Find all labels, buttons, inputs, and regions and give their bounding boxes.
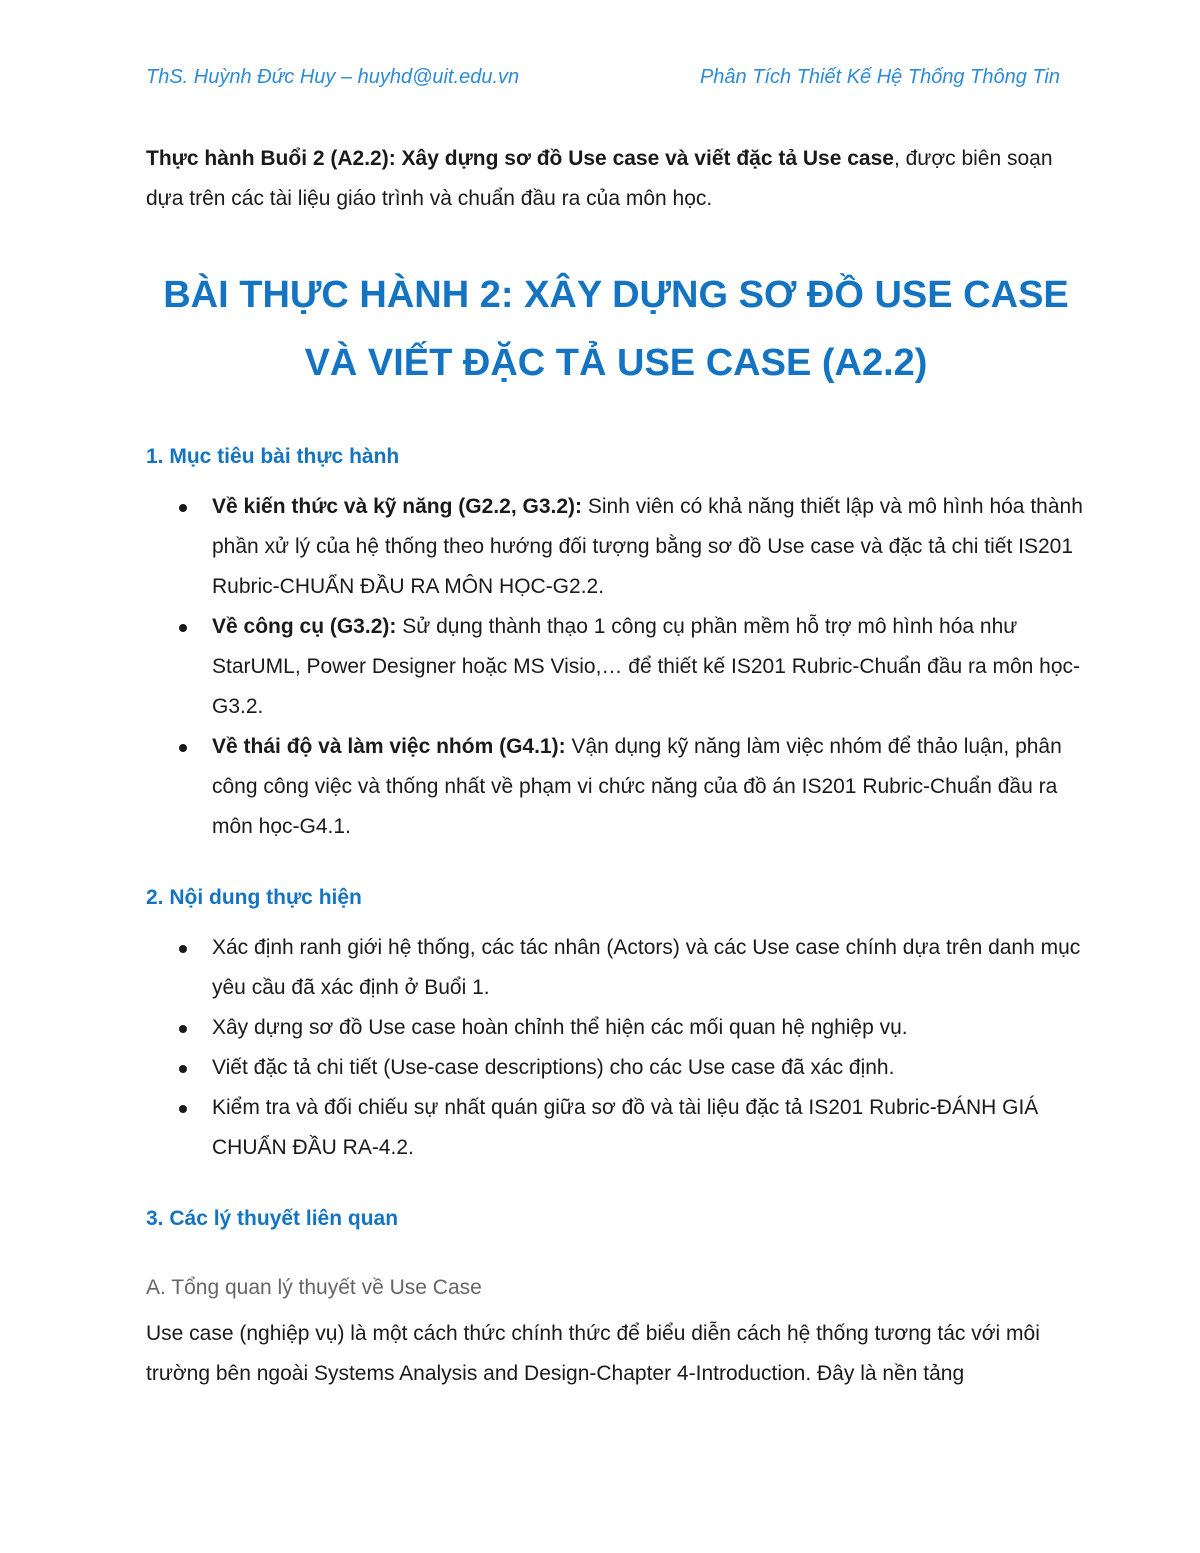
- header-author: ThS. Huỳnh Đức Huy – huyhd@uit.edu.vn: [146, 66, 520, 88]
- document-body: [146, 139, 1086, 1394]
- bullet-icon: [179, 945, 187, 953]
- section-3-heading: 3. Các lý thuyết liên quan: [146, 1207, 399, 1230]
- list-item: [146, 1088, 1086, 1168]
- title-line-2: VÀ VIẾT ĐẶC TẢ USE CASE (A2.2): [304, 342, 928, 384]
- list-item-text: Sử dụng thành thạo 1 công cụ phần mềm hỗ trợ mô hình hóa như StarUML, Power Designer hoặc MS Visio,… để thiết kế IS201 Rubric-Chuẩn đầu ra môn học-G3.2.: [212, 615, 1081, 718]
- bullet-icon: [179, 504, 187, 512]
- section-2-heading: 2. Nội dung thực hiện: [146, 886, 362, 909]
- intro-bold: Thực hành Buổi 2 (A2.2): Xây dựng sơ đồ Use case và viết đặc tả Use case: [146, 147, 894, 170]
- section-2-list: [146, 928, 1086, 1168]
- list-item-text: Kiểm tra và đối chiếu sự nhất quán giữa sơ đồ và tài liệu đặc tả IS201 Rubric-ĐÁNH GIÁ CHUẨN ĐẦU RA-4.2.: [212, 1096, 1039, 1159]
- header-course: Phân Tích Thiết Kế Hệ Thống Thông Tin: [699, 66, 1060, 88]
- list-item: [146, 607, 1086, 727]
- list-item-bold: Về công cụ (G3.2):: [212, 615, 397, 638]
- bullet-icon: [179, 1025, 187, 1033]
- list-item-text: Viết đặc tả chi tiết (Use-case descriptions) cho các Use case đã xác định.: [212, 1056, 895, 1079]
- document-title: [146, 261, 1086, 397]
- title-line-1: BÀI THỰC HÀNH 2: XÂY DỰNG SƠ ĐỒ USE CASE: [163, 274, 1069, 316]
- list-item: [146, 487, 1086, 607]
- list-item: [146, 1048, 1086, 1088]
- page-header: [146, 66, 1060, 102]
- section-3-paragraph: Use case (nghiệp vụ) là một cách thức chính thức để biểu diễn cách hệ thống tương tác với môi trường bên ngoài Systems Analysis and Design-Chapter 4-Introduction. Đây là nền tảng: [146, 1322, 1040, 1385]
- list-item-text: Sinh viên có khả năng thiết lập và mô hình hóa thành phần xử lý của hệ thống theo hướng đối tượng bằng sơ đồ Use case và đặc tả chi tiết IS201 Rubric-CHUẨN ĐẦU RA MÔN HỌC-G2.2.: [212, 495, 1083, 598]
- list-item: [146, 928, 1086, 1008]
- bullet-icon: [179, 744, 187, 752]
- list-item-bold: Về kiến thức và kỹ năng (G2.2, G3.2):: [212, 495, 583, 518]
- list-item-text: Xác định ranh giới hệ thống, các tác nhân (Actors) và các Use case chính dựa trên danh mục yêu cầu đã xác định ở Buổi 1.: [212, 936, 1081, 999]
- list-item: [146, 727, 1086, 847]
- list-item: [146, 1008, 1086, 1048]
- list-item-text: Vận dụng kỹ năng làm việc nhóm để thảo luận, phân công công việc và thống nhất về phạm vi chức năng của đồ án IS201 Rubric-Chuẩn đầu ra môn học-G4.1.: [212, 735, 1062, 838]
- section-3-subheading: A. Tổng quan lý thuyết về Use Case: [146, 1276, 482, 1299]
- bullet-icon: [179, 1065, 187, 1073]
- list-item-text: Xây dựng sơ đồ Use case hoàn chỉnh thể hiện các mối quan hệ nghiệp vụ.: [212, 1016, 908, 1039]
- section-1-list: [146, 487, 1086, 847]
- list-item-bold: Về thái độ và làm việc nhóm (G4.1):: [212, 735, 566, 758]
- section-1-heading: 1. Mục tiêu bài thực hành: [146, 445, 400, 468]
- bullet-icon: [179, 1105, 187, 1113]
- intro-rest: , được biên soạn dựa trên các tài liệu giáo trình và chuẩn đầu ra của môn học.: [146, 147, 1053, 210]
- bullet-icon: [179, 624, 187, 632]
- intro-paragraph: [146, 139, 1086, 219]
